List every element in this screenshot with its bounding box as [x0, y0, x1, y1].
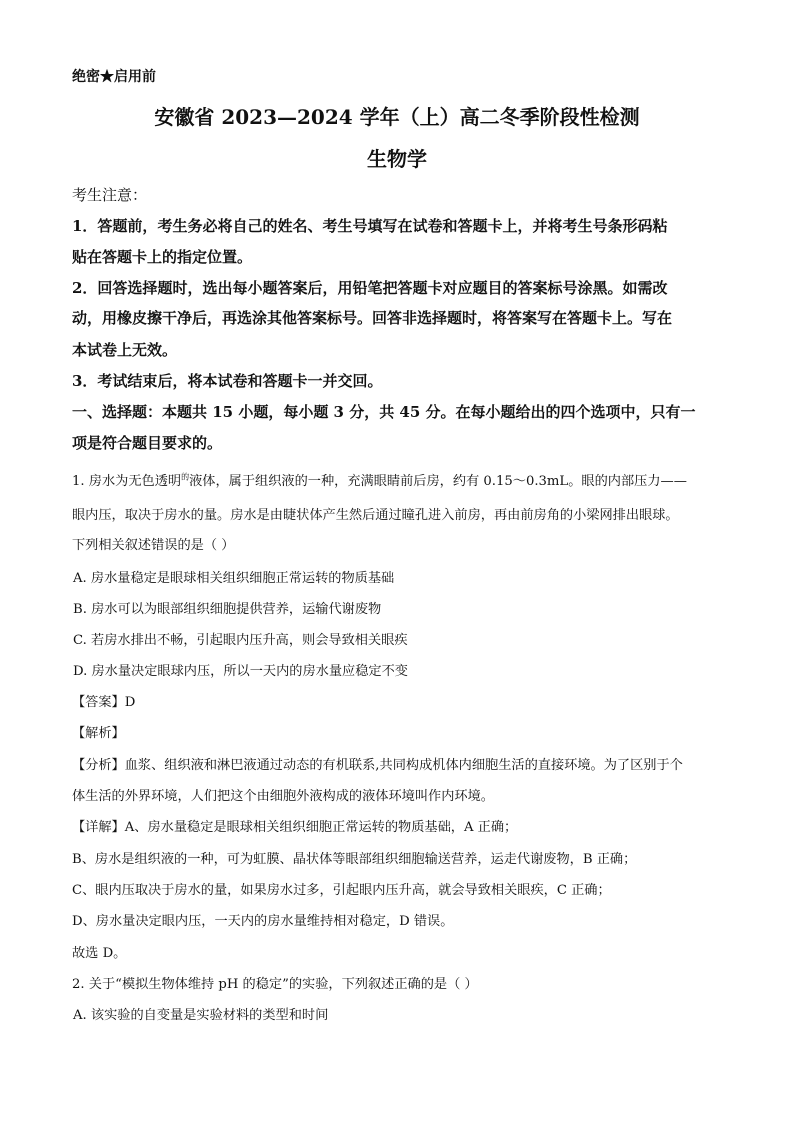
question-1-detail-d: D、房水量决定眼内压，一天内的房水量维持相对稳定，D 错误。	[72, 914, 454, 929]
question-1-conclusion: 故选 D。	[72, 946, 127, 961]
question-1-detail-c: C、眼内压取决于房水的量，如果房水过多，引起眼内压升高，就会导致相关眼疾，C 正确；	[72, 883, 611, 898]
question-1-analysis-label: 【解析】	[72, 726, 125, 741]
question-1-stem-line-1	[72, 470, 687, 489]
exam-title: 安徽省 2023—2024 学年（上）高二冬季阶段性检测	[154, 105, 640, 129]
confidential-label: 绝密★启用前	[72, 69, 156, 85]
question-1-option-c: C. 若房水排出不畅，引起眼内压升高，则会导致相关眼疾	[73, 633, 408, 648]
notice-heading: 考生注意：	[72, 186, 148, 204]
question-1-stem-part-2: 液体，属于组织液的一种，充满眼睛前后房，约有 0.15～0.3mL。眼的内部压力——	[189, 474, 687, 489]
question-1-fenxi-line-2: 体生活的外界环境，人们把这个由细胞外液构成的液体环境叫作内环境。	[72, 789, 494, 804]
notice-item-1-line-1: 1．答题前，考生务必将自己的姓名、考生号填写在试卷和答题卡上，并将考生号条形码粘	[72, 217, 668, 235]
question-1-stem-part-1: 1. 房水为无色透明	[72, 474, 182, 489]
question-2-option-a: A. 该实验的自变量是实验材料的类型和时间	[73, 1008, 329, 1023]
question-1-answer: 【答案】D	[72, 695, 136, 710]
section-heading-line-2: 项是符合题目要求的。	[72, 434, 223, 452]
question-1-option-a: A. 房水量稳定是眼球相关组织细胞正常运转的物质基础	[73, 571, 395, 586]
question-2-stem: 2. 关于“模拟生物体维持 pH 的稳定”的实验，下列叙述正确的是（ ）	[72, 977, 478, 992]
question-1-detail-b: B、房水是组织液的一种，可为虹膜、晶状体等眼部组织细胞输送营养，运走代谢废物，B 正确；	[72, 852, 637, 867]
question-1-option-d: D. 房水量决定眼球内压，所以一天内的房水量应稳定不变	[73, 664, 408, 679]
notice-item-3: 3．考试结束后，将本试卷和答题卡一并交回。	[72, 372, 383, 390]
question-1-detail-a: 【详解】A、房水量稳定是眼球相关组织细胞正常运转的物质基础，A 正确；	[72, 820, 518, 835]
question-1-stem-line-3: 下列相关叙述错误的是（ ）	[72, 538, 235, 553]
notice-item-2-line-1: 2．回答选择题时，选出每小题答案后，用铅笔把答题卡对应题目的答案标号涂黑。如需改	[72, 279, 668, 297]
question-1-stem-superscript: 的	[181, 472, 190, 482]
notice-item-2-line-2: 动，用橡皮擦干净后，再选涂其他答案标号。回答非选择题时，将答案写在答题卡上。写在	[72, 309, 673, 327]
notice-item-1-line-2: 贴在答题卡上的指定位置。	[72, 248, 253, 266]
section-heading-line-1: 一、选择题：本题共 15 小题，每小题 3 分，共 45 分。在每小题给出的四个选项中，只有一	[72, 403, 696, 421]
notice-item-2-line-3: 本试卷上无效。	[72, 341, 178, 359]
question-1-option-b: B. 房水可以为眼部组织细胞提供营养，运输代谢废物	[73, 602, 382, 617]
question-1-fenxi-line-1: 【分析】血浆、组织液和淋巴液通过动态的有机联系,共同构成机体内细胞生活的直接环境。为了区别于个	[72, 758, 683, 773]
subject-title: 生物学	[367, 147, 427, 171]
question-1-stem-line-2: 眼内压，取决于房水的量。房水是由睫状体产生然后通过瞳孔进入前房，再由前房角的小梁网排出眼球。	[72, 508, 679, 523]
